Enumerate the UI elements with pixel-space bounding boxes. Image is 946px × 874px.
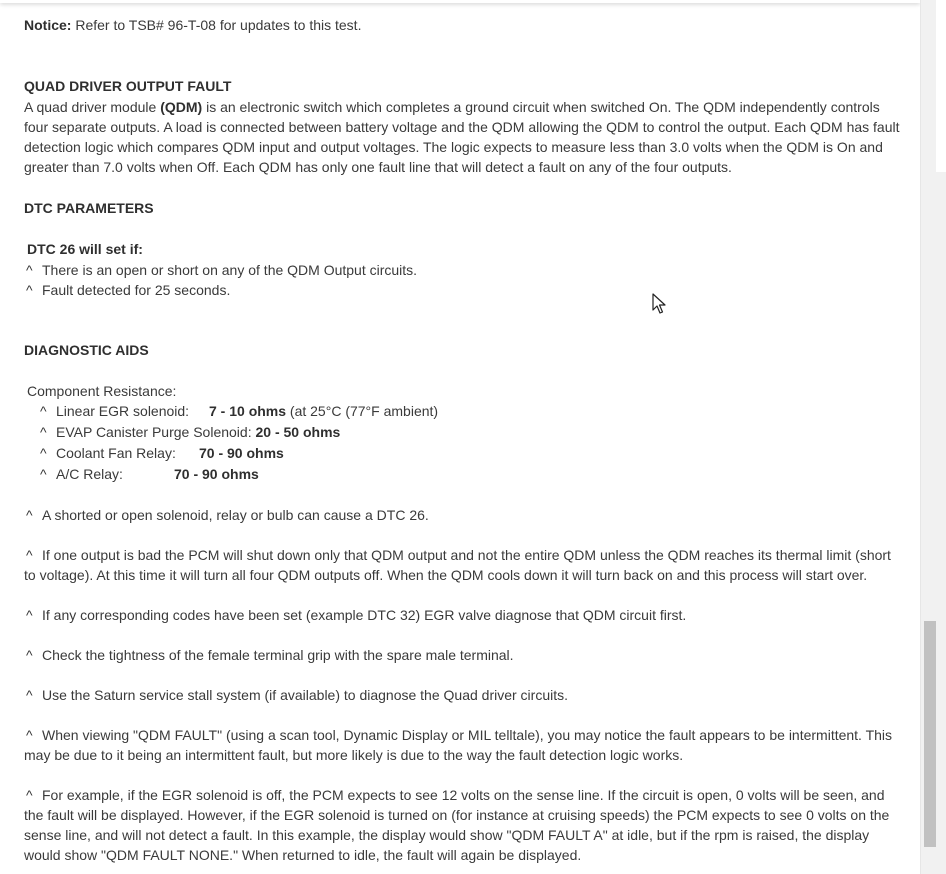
caret-bullet: ^ (26, 607, 33, 623)
notice-label: Notice: (24, 17, 72, 33)
resistance-label: Component Resistance: (27, 383, 177, 399)
dtc-set-if-label: DTC 26 will set if: (27, 241, 143, 257)
dtc-condition (24, 280, 904, 300)
aid-text: Use the Saturn service stall system (if available) to diagnose the Quad driver circuits. (42, 687, 569, 703)
caret-bullet: ^ (40, 403, 47, 419)
caret-bullet: ^ (26, 727, 33, 743)
qdm-heading: QUAD DRIVER OUTPUT FAULT (24, 78, 232, 94)
component-value-row (209, 401, 438, 421)
aid-text: When viewing "QDM FAULT" (using a scan tool, Dynamic Display or MIL telltale), you may notice the fault appears to be intermittent. This may be due to it being an intermittent fault, but more likely is due to the way the fault detection logic works. (24, 727, 893, 763)
caret-bullet: ^ (40, 424, 47, 440)
notice-text: Refer to TSB# 96-T-08 for updates to this test. (71, 17, 362, 33)
component-name: Coolant Fan Relay: (56, 445, 176, 461)
scrollbar-top-gap (936, 0, 946, 172)
component-name: A/C Relay: (56, 466, 123, 482)
dtc-heading: DTC PARAMETERS (24, 200, 154, 216)
component-name: Linear EGR solenoid: (56, 403, 190, 419)
component-value-row (174, 464, 259, 484)
qdm-intro-bold: (QDM) (160, 99, 203, 115)
qdm-intro-post: is an electronic switch which completes a ground circuit when switched On. The QDM independently controls four separate outputs. A load is connected between battery voltage and the QDM allowing the QDM to control the output. Each QDM has fault detection logic which compares QDM input and output voltages. The logic expects to measure less than 3.0 volts when the QDM is On and greater than 7.0 volts when Off. Each QDM has only one fault line that will detect a fault on any of the four outputs. (24, 99, 900, 175)
caret-bullet: ^ (40, 466, 47, 482)
aid-bullet (24, 605, 904, 625)
qdm-intro (24, 97, 904, 177)
caret-bullet: ^ (26, 547, 33, 563)
aid-bullet (24, 685, 904, 705)
component-value: 7 - 10 ohms (209, 403, 287, 419)
aid-text: For example, if the EGR solenoid is off, the PCM expects to see 12 volts on the sense line. If the circuit is open, 0 volts will be seen, and the fault will be displayed. However, if the EGR solenoid is turned on (for instance at cruising speeds) the PCM expects to see 0 volts on the sense line, and will not detect a fault. In this example, the display would show "QDM FAULT A" at idle, but if the rpm is raised, the display would show "QDM FAULT NONE." When returned to idle, the fault will again be displayed. (24, 787, 890, 863)
aid-bullet (24, 645, 904, 665)
dtc-condition (24, 260, 904, 280)
notice (24, 15, 904, 35)
caret-bullet: ^ (26, 507, 33, 523)
qdm-intro-pre: A quad driver module (24, 99, 161, 115)
aid-bullet (24, 545, 904, 585)
aid-bullet (24, 725, 904, 765)
aid-text: If any corresponding codes have been set (example DTC 32) EGR valve diagnose that QDM circuit first. (42, 607, 687, 623)
mouse-pointer-icon-svg (652, 293, 666, 315)
caret-bullet: ^ (26, 282, 33, 298)
caret-bullet: ^ (40, 445, 47, 461)
aid-text: A shorted or open solenoid, relay or bulb can cause a DTC 26. (42, 507, 429, 523)
scrollbar-thumb[interactable] (924, 621, 936, 847)
caret-bullet: ^ (26, 687, 33, 703)
component-row (38, 464, 123, 484)
component-row (38, 422, 340, 442)
dtc-condition-text: There is an open or short on any of the QDM Output circuits. (42, 262, 418, 278)
component-value: 20 - 50 ohms (255, 424, 341, 440)
aid-bullet (24, 505, 904, 525)
component-value: 70 - 90 ohms (174, 466, 259, 482)
component-value: 70 - 90 ohms (199, 445, 284, 461)
dtc-condition-text: Fault detected for 25 seconds. (42, 282, 231, 298)
component-row (38, 401, 189, 421)
aid-text: If one output is bad the PCM will shut down only that QDM output and not the entire QDM unless the QDM reaches its thermal limit (short to voltage). At this time it will turn all four QDM outputs off. When the QDM cools down it will turn back on and this process will start over. (24, 547, 891, 583)
caret-bullet: ^ (26, 647, 33, 663)
component-note: (at 25°C (77°F ambient) (286, 403, 439, 419)
component-name: EVAP Canister Purge Solenoid: (56, 424, 252, 440)
component-value-row (199, 443, 284, 463)
caret-bullet: ^ (26, 787, 33, 803)
aids-heading: DIAGNOSTIC AIDS (24, 342, 149, 358)
mouse-pointer-icon (652, 293, 666, 318)
dtc-set-if (24, 239, 907, 259)
component-row (38, 443, 176, 463)
caret-bullet: ^ (26, 262, 33, 278)
aid-text: Check the tightness of the female terminal grip with the spare male terminal. (42, 647, 514, 663)
top-toolbar-shadow (0, 0, 920, 3)
aid-bullet (24, 785, 904, 865)
